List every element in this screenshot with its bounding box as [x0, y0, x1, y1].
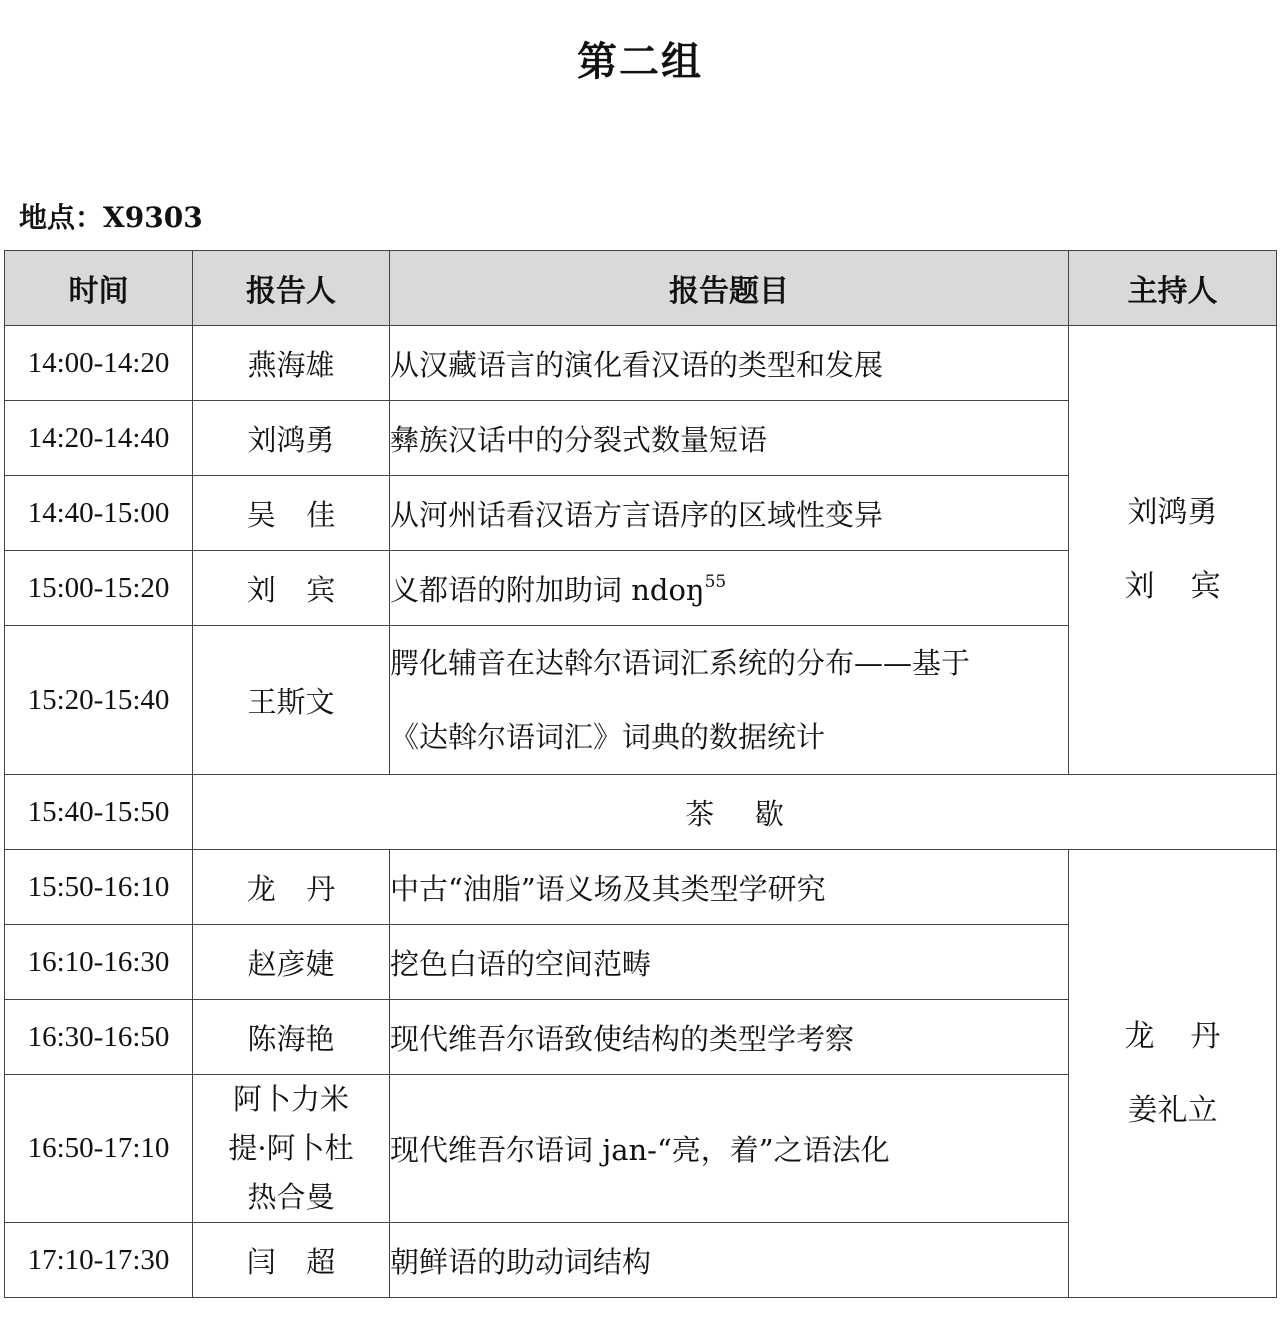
host-name: 龙丹 [1124, 1018, 1257, 1054]
header-topic: 报告题目 [390, 251, 1069, 326]
speaker-cell: 龙丹 [193, 850, 390, 925]
topic-cell: 彝族汉话中的分裂式数量短语 [390, 401, 1069, 476]
header-row [5, 251, 1277, 326]
header-speaker: 报告人 [193, 251, 390, 326]
header-host: 主持人 [1069, 251, 1277, 326]
break-row [5, 775, 1277, 850]
time-cell: 16:30-16:50 [5, 1000, 193, 1075]
speaker-cell: 闫超 [193, 1223, 390, 1298]
topic-cell: 现代维吾尔语词 jan-“亮，着”之语法化 [390, 1075, 1069, 1223]
time-cell: 15:00-15:20 [5, 551, 193, 626]
location-line [19, 198, 203, 238]
speaker-cell: 王斯文 [193, 626, 390, 775]
location-label: 地点： [19, 201, 104, 234]
time-cell: 14:40-15:00 [5, 476, 193, 551]
speaker-cell [193, 1075, 390, 1223]
speaker-cell: 燕海雄 [193, 326, 390, 401]
host-name: 姜礼立 [1127, 1092, 1218, 1128]
topic-cell [390, 551, 1069, 626]
speaker-cell: 吴佳 [193, 476, 390, 551]
schedule-table [4, 250, 1277, 1298]
topic-line: 《达斡尔语词汇》词典的数据统计 [390, 720, 826, 754]
table-row [5, 850, 1277, 925]
table-row [5, 326, 1277, 401]
time-cell: 16:10-16:30 [5, 925, 193, 1000]
break-cell [193, 775, 1277, 850]
speaker-line: 提·阿卜杜 [228, 1131, 354, 1165]
speaker-cell: 赵彦婕 [193, 925, 390, 1000]
speaker-cell: 陈海艳 [193, 1000, 390, 1075]
topic-cell: 现代维吾尔语致使结构的类型学考察 [390, 1000, 1069, 1075]
speaker-line: 热合曼 [247, 1180, 335, 1214]
host-cell-session2 [1069, 850, 1277, 1298]
topic-cell: 朝鲜语的助动词结构 [390, 1223, 1069, 1298]
host-name: 刘宾 [1124, 569, 1257, 604]
topic-text: 义都语的附加助词 ndoŋ [390, 572, 705, 607]
time-cell: 17:10-17:30 [5, 1223, 193, 1298]
page-title: 第二组 [577, 39, 703, 85]
topic-cell: 从河州话看汉语方言语序的区域性变异 [390, 476, 1069, 551]
topic-line: 腭化辅音在达斡尔语词汇系统的分布——基于 [390, 646, 971, 680]
time-cell: 15:50-16:10 [5, 850, 193, 925]
topic-superscript: 55 [704, 571, 727, 592]
time-cell: 16:50-17:10 [5, 1075, 193, 1223]
speaker-cell: 刘鸿勇 [193, 401, 390, 476]
topic-cell: 挖色白语的空间范畴 [390, 925, 1069, 1000]
topic-cell: 中古“油脂”语义场及其类型学研究 [390, 850, 1069, 925]
speaker-cell: 刘宾 [193, 551, 390, 626]
speaker-line: 阿卜力米 [232, 1082, 349, 1116]
location-value: X9303 [103, 201, 203, 234]
time-cell: 15:40-15:50 [5, 775, 193, 850]
time-cell: 14:00-14:20 [5, 326, 193, 401]
break-label: 茶歇 [685, 796, 825, 831]
host-cell-session1 [1069, 326, 1277, 775]
topic-cell: 从汉藏语言的演化看汉语的类型和发展 [390, 326, 1069, 401]
time-cell: 15:20-15:40 [5, 626, 193, 775]
topic-cell [390, 626, 1069, 775]
host-name: 刘鸿勇 [1127, 495, 1218, 530]
time-cell: 14:20-14:40 [5, 401, 193, 476]
header-time: 时间 [5, 251, 193, 326]
